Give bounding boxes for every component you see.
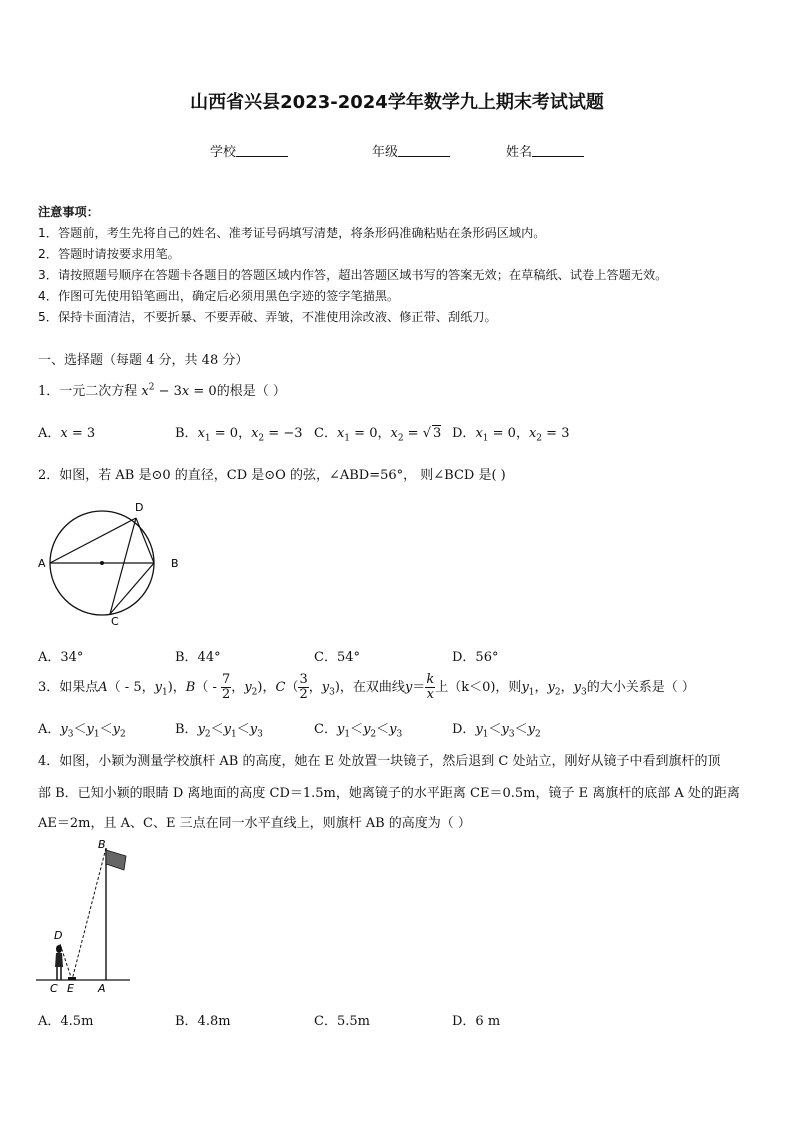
q3-suffix: 的大小关系是（ ） [586, 680, 695, 695]
label-a: A [98, 982, 106, 995]
q2-option-d: D．56° [452, 650, 499, 665]
q3-option-b: B．$y_2<y_1<y_3$ [175, 722, 263, 740]
reflection-line-be [72, 848, 106, 980]
notice-item-3: 3．请按照题号顺序在答题卡各题目的答题区域内作答，超出答题区域书写的答案无效；在草稿纸、试卷上答题无效。 [38, 268, 668, 282]
q4-option-a: A．4.5m [38, 1014, 94, 1029]
q2-option-a: A．34° [38, 650, 84, 665]
question-2: 2．如图，若 AB 是⊙0 的直径，CD 是⊙O 的弦，∠ABD=56°， 则∠BCD 是( ) [38, 468, 506, 483]
q2-option-c: C．54° [314, 650, 360, 665]
label-d: D [54, 929, 63, 942]
notice-item-2: 2．答题时请按要求用笔。 [38, 247, 180, 261]
q2-option-b: B．44° [175, 650, 221, 665]
section-heading: 一、选择题（每题 4 分，共 48 分） [38, 353, 249, 368]
notice-item-4: 4．作图可先使用铅笔画出，确定后必须用黑色字迹的签字笔描黑。 [38, 289, 400, 303]
q1-option-a: A．x = 3 [38, 426, 96, 441]
school-blank [236, 144, 288, 157]
q3-prefix: 3．如果点 [38, 680, 99, 695]
label-b: B [98, 838, 106, 851]
label-d: D [135, 501, 144, 514]
person-body [55, 953, 63, 967]
label-b: B [171, 557, 179, 570]
person-head [56, 945, 62, 953]
q1-option-d: D．$x_1 = 0$，$x_2 = 3$ [452, 426, 570, 444]
school-field [210, 141, 288, 160]
page-title: 山西省兴县2023-2024学年数学九上期末考试试题 [190, 92, 604, 113]
chord-db [136, 518, 154, 563]
q4-option-b: B．4.8m [175, 1014, 231, 1029]
q1-option-b: B．$x_1 = 0$，$x_2 = -3$ [175, 426, 303, 444]
q2-circle-figure [34, 498, 184, 628]
name-field [506, 141, 584, 160]
question-3: 3．如果点A（ - 5，$y_1$)，B（ - $\frac{7}{2}$ ，$y_2$)，C（ $\frac{3}{2}$ ，$y_3$)，在双曲线y＝ $\frac{k}{x}$ 上（k＜0)，则$y_1$，$y_2$，$y_3$的大小关系是（ ） [38, 672, 695, 702]
grade-label: 年级 [372, 145, 399, 160]
q1-equation: $x^2 - 3x = 0$ [141, 382, 217, 399]
question-4-line-2: 部 B．已知小颖的眼睛 D 离地面的高度 CD＝1.5m，她离镜子的水平距离 CE＝0.5m，镜子 E 离旗杆的底部 A 处的距离 [38, 786, 740, 801]
school-label: 学校 [210, 145, 237, 160]
q3-option-a: A．$y_3<y_1<y_2$ [38, 722, 126, 740]
notice-item-5: 5．保持卡面清洁，不要折暴、不要弄破、弄皱，不准使用涂改液、修正带、刮纸刀。 [38, 310, 497, 324]
chord-ad [50, 518, 136, 563]
q3-option-c: C．$y_1<y_2<y_3$ [314, 722, 403, 740]
q4-option-c: C．5.5m [314, 1014, 370, 1029]
grade-field [372, 141, 450, 160]
q1-option-c: C．$x_1 = 0$，$x_2$ = √ 3 [314, 426, 442, 444]
center-point [100, 561, 104, 565]
q1-prefix: 1．一元二次方程 [38, 384, 142, 399]
grade-blank [398, 144, 450, 157]
mirror [68, 977, 76, 980]
question-4-line-1: 4．如图，小颖为测量学校旗杆 AB 的高度，她在 E 处放置一块镜子，然后退到 C 处站立，刚好从镜子中看到旗杆的顶 [38, 754, 721, 769]
flag [106, 850, 126, 870]
q3-condition: 上（k＜0)，则 [435, 680, 522, 695]
label-a: A [38, 557, 46, 570]
name-label: 姓名 [506, 145, 533, 160]
q3-option-d: D．$y_1<y_3<y_2$ [452, 722, 541, 740]
q4-flagpole-figure [34, 836, 144, 1000]
notice-heading: 注意事项： [38, 205, 99, 219]
label-c: C [111, 615, 119, 628]
question-4-line-3: AE＝2m，且 A、C、E 三点在同一水平直线上，则旗杆 AB 的高度为（ ） [38, 816, 471, 831]
label-e: E [67, 982, 74, 995]
q1-suffix: 的根是（ ） [216, 384, 286, 399]
label-c: C [50, 982, 58, 995]
name-blank [532, 144, 584, 157]
notice-item-1: 1．答题前，考生先将自己的姓名、准考证号码填写清楚，将条形码准确粘贴在条形码区域内。 [38, 226, 546, 240]
q4-option-d: D．6 m [452, 1014, 501, 1029]
q3-hyperbola-text: ，在双曲线 [339, 680, 405, 695]
question-1 [38, 380, 286, 399]
